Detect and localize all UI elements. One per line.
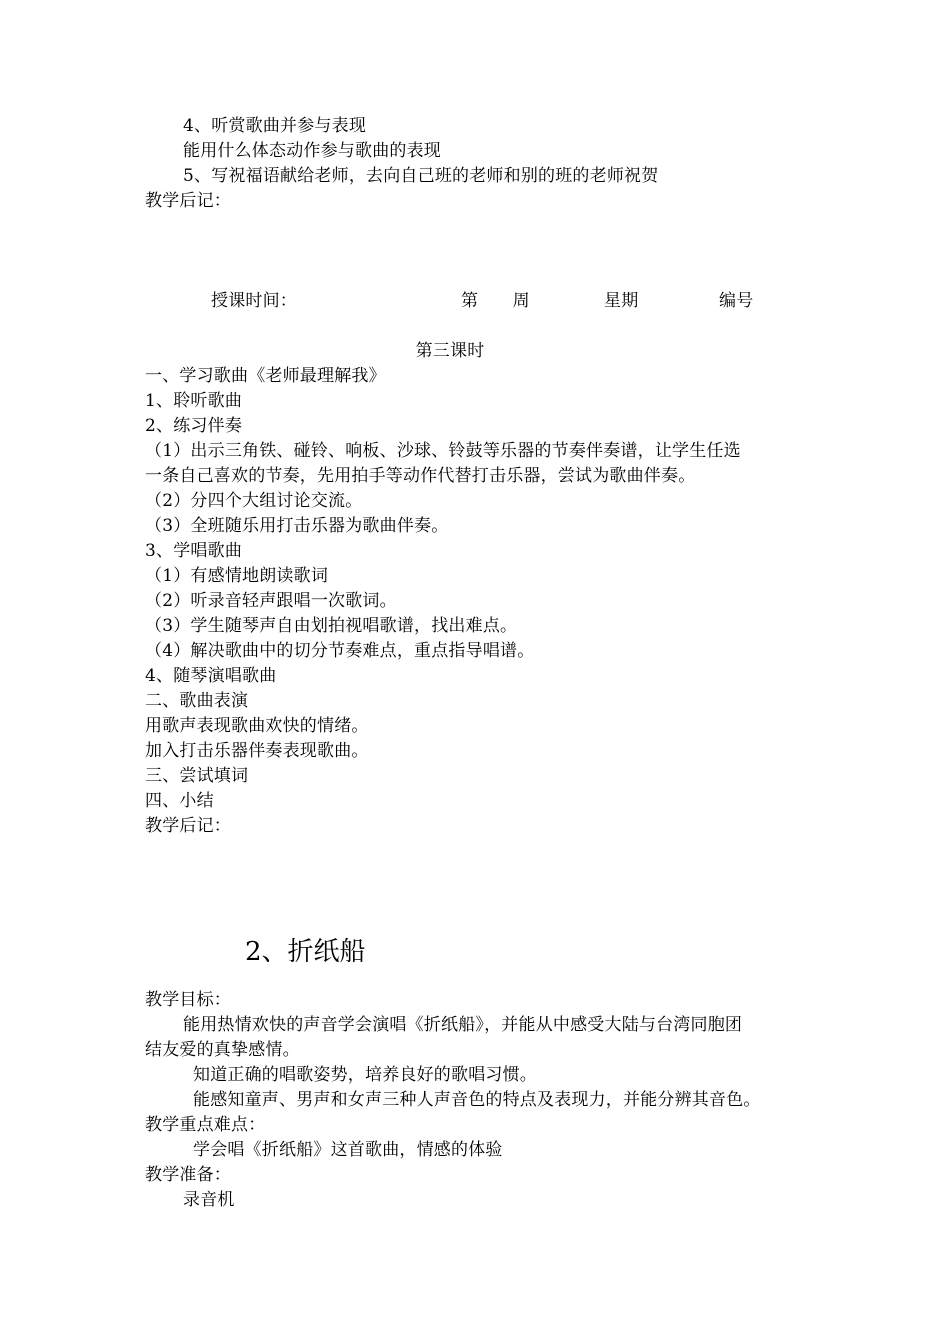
section-2-title: 二、歌曲表演 <box>145 691 249 711</box>
goal-3: 能感知童声、男声和女声三种人声音色的特点及表现力，并能分辨其音色。 <box>193 1090 761 1110</box>
item-4-detail-line: 能用什么体态动作参与歌曲的表现 <box>183 141 441 161</box>
lesson-heading: 2、折纸船 <box>245 937 366 967</box>
goal-2: 知道正确的唱歌姿势，培养良好的歌唱习惯。 <box>193 1065 537 1085</box>
step-2-item-3: （3）全班随乐用打击乐器为歌曲伴奏。 <box>145 516 449 536</box>
item-5-line: 5、写祝福语献给老师，去向自己班的老师和别的班的老师祝贺 <box>183 166 659 186</box>
goals-label: 教学目标： <box>145 990 231 1010</box>
section-1-step-2: 2、练习伴奏 <box>145 416 243 436</box>
schedule-time-label: 授课时间： <box>211 291 297 311</box>
step-2-item-1-line-2: 一条自己喜欢的节奏，先用拍手等动作代替打击乐器，尝试为歌曲伴奏。 <box>145 466 696 486</box>
step-2-item-1-line-1: （1）出示三角铁、碰铃、响板、沙球、铃鼓等乐器的节奏伴奏谱，让学生任选 <box>145 441 741 461</box>
afterword-label-1: 教学后记： <box>145 191 231 211</box>
step-3-item-2: （2）听录音轻声跟唱一次歌词。 <box>145 591 397 611</box>
schedule-weekday-label: 星期 <box>604 291 639 311</box>
section-1-step-4: 4、随琴演唱歌曲 <box>145 666 277 686</box>
step-3-item-1: （1）有感情地朗读歌词 <box>145 566 329 586</box>
section-4-title: 四、小结 <box>145 791 214 811</box>
section-3-title: 三、尝试填词 <box>145 766 249 786</box>
item-4-line: 4、听赏歌曲并参与表现 <box>183 116 367 136</box>
step-3-item-3: （3）学生随琴声自由划拍视唱歌谱，找出难点。 <box>145 616 518 636</box>
goal-1-line-1: 能用热情欢快的声音学会演唱《折纸船》，并能从中感受大陆与台湾同胞团 <box>183 1015 743 1035</box>
lesson-3-title: 第三课时 <box>415 341 485 361</box>
afterword-label-2: 教学后记： <box>145 816 231 836</box>
section-1-step-3: 3、学唱歌曲 <box>145 541 243 561</box>
key-points-label: 教学重点难点： <box>145 1115 266 1135</box>
section-1-title: 一、学习歌曲《老师最理解我》 <box>145 366 386 386</box>
schedule-week-label: 第 周 <box>461 291 530 311</box>
section-2-item-2: 加入打击乐器伴奏表现歌曲。 <box>145 741 369 761</box>
schedule-number-label: 编号 <box>719 291 754 311</box>
key-points-text: 学会唱《折纸船》这首歌曲，情感的体验 <box>193 1140 503 1160</box>
section-1-step-1: 1、聆听歌曲 <box>145 391 243 411</box>
preparation-text: 录音机 <box>183 1190 235 1210</box>
step-2-item-2: （2）分四个大组讨论交流。 <box>145 491 363 511</box>
step-3-item-4: （4）解决歌曲中的切分节奏难点，重点指导唱谱。 <box>145 641 535 661</box>
preparation-label: 教学准备： <box>145 1165 231 1185</box>
section-2-item-1: 用歌声表现歌曲欢快的情绪。 <box>145 716 369 736</box>
goal-1-line-2: 结友爱的真挚感情。 <box>145 1040 300 1060</box>
